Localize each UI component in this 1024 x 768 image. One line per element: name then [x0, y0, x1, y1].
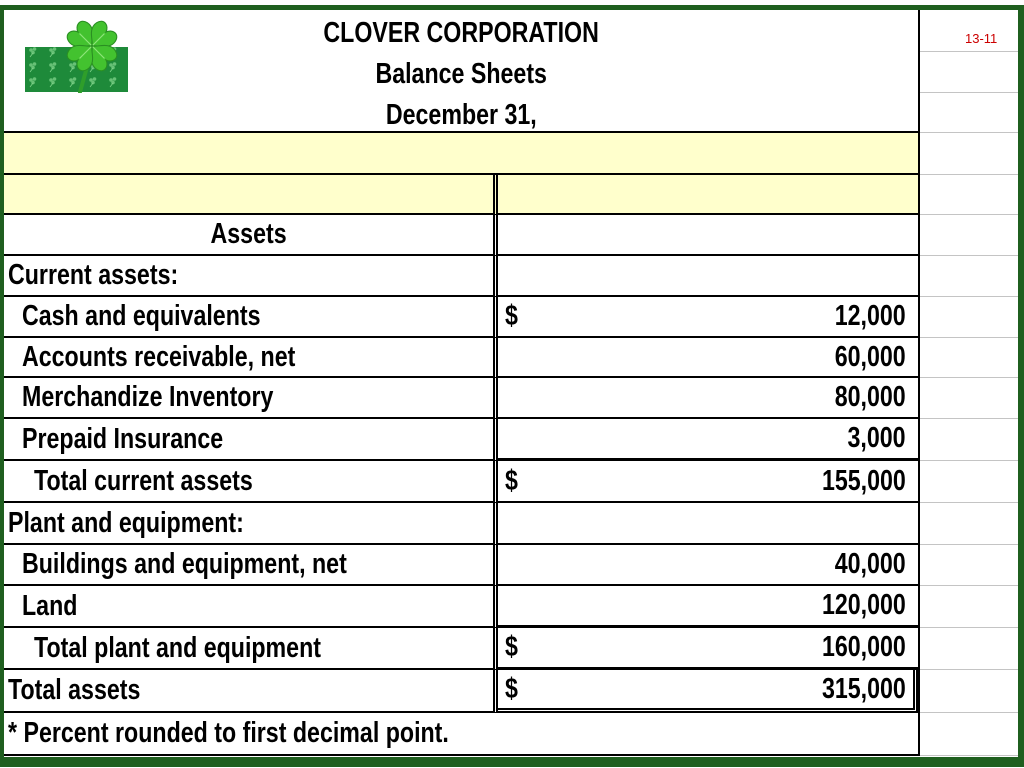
currency-symbol: $	[505, 300, 518, 332]
amount-cell	[498, 297, 918, 338]
label-cell	[4, 256, 498, 297]
amount-cell	[498, 256, 918, 297]
label-cell	[4, 670, 498, 713]
row-label: Cash and equivalents	[22, 300, 261, 332]
label-cell	[4, 338, 498, 378]
row-amount: 120,000	[822, 589, 906, 621]
row-amount: 12,000	[835, 300, 906, 332]
row-label: Total plant and equipment	[34, 631, 321, 664]
row-label: Merchandize Inventory	[22, 381, 274, 413]
row-label: Plant and equipment:	[8, 506, 244, 539]
side-cell	[920, 713, 1018, 756]
side-cell	[920, 586, 1018, 628]
side-cell	[920, 503, 1018, 545]
subtotal-row	[4, 628, 918, 670]
section-heading-cell	[4, 215, 498, 256]
label-cell	[4, 545, 498, 586]
column-header-row	[4, 175, 918, 215]
amount-header-cell	[498, 175, 918, 215]
company-name: CLOVER CORPORATION	[323, 17, 599, 49]
section-heading-row	[4, 215, 918, 256]
amount-cell	[498, 586, 918, 628]
label-cell	[4, 419, 498, 461]
row-label: Buildings and equipment, net	[22, 548, 347, 580]
side-cell	[920, 628, 1018, 670]
footnote: * Percent rounded to first decimal point.	[8, 717, 449, 749]
amount-cell	[498, 503, 918, 545]
side-cell	[920, 670, 1018, 713]
total-row	[4, 670, 918, 713]
table-row	[4, 503, 918, 545]
total-amount: 315,000	[822, 672, 906, 705]
label-header-cell	[4, 175, 498, 215]
slide-number: 13-11	[965, 31, 998, 46]
table-row	[4, 586, 918, 628]
side-cell	[920, 133, 1018, 175]
amount-cell	[498, 378, 918, 419]
row-label: Land	[22, 589, 78, 622]
row-amount: 40,000	[835, 548, 906, 580]
balance-sheet-table	[4, 133, 918, 756]
row-label: Current assets:	[8, 259, 179, 291]
statement-header	[4, 10, 918, 133]
table-row	[4, 419, 918, 461]
amount-cell	[498, 628, 918, 670]
table-row	[4, 297, 918, 338]
side-cell	[920, 545, 1018, 586]
label-cell	[4, 628, 498, 670]
side-cell	[920, 93, 1018, 133]
subtotal-row	[4, 461, 918, 503]
statement-date: December 31,	[385, 99, 537, 131]
row-label: Total assets	[8, 674, 141, 706]
row-amount: 160,000	[822, 631, 906, 663]
row-amount: 155,000	[822, 464, 906, 497]
highlight-band-row	[4, 133, 918, 175]
side-cell	[920, 10, 1018, 52]
amount-cell	[498, 545, 918, 586]
company-name-line	[4, 13, 918, 54]
row-amount: 80,000	[835, 381, 906, 413]
row-label: Total current assets	[34, 464, 253, 497]
side-cell	[920, 419, 1018, 461]
statement-date-line	[4, 95, 918, 136]
side-cell	[920, 256, 1018, 297]
row-amount: 60,000	[835, 340, 906, 373]
side-cell	[920, 215, 1018, 256]
highlight-band	[4, 133, 918, 175]
side-cell	[920, 175, 1018, 215]
label-cell	[4, 461, 498, 503]
currency-symbol: $	[505, 464, 518, 497]
side-grid-column	[918, 10, 1018, 756]
side-cell	[920, 461, 1018, 503]
side-cell	[920, 52, 1018, 93]
row-amount: 3,000	[847, 422, 906, 454]
row-label: Prepaid Insurance	[22, 422, 224, 455]
amount-cell	[498, 419, 918, 461]
amount-cell	[498, 338, 918, 378]
footnote-row	[4, 713, 918, 756]
currency-symbol: $	[505, 672, 518, 705]
table-row	[4, 256, 918, 297]
side-cell	[920, 378, 1018, 419]
section-heading: Assets	[210, 218, 287, 250]
statement-title-line	[4, 54, 918, 95]
table-row	[4, 378, 918, 419]
footnote-cell	[4, 713, 918, 756]
label-cell	[4, 503, 498, 545]
total-amount-cell	[498, 670, 918, 713]
amount-cell	[498, 215, 918, 256]
label-cell	[4, 378, 498, 419]
label-cell	[4, 586, 498, 628]
table-row	[4, 545, 918, 586]
statement-title: Balance Sheets	[375, 58, 547, 90]
side-cell	[920, 297, 1018, 338]
table-row	[4, 338, 918, 378]
currency-symbol: $	[505, 631, 518, 663]
side-cell	[920, 338, 1018, 378]
row-label: Accounts receivable, net	[22, 340, 296, 373]
label-cell	[4, 297, 498, 338]
amount-cell	[498, 461, 918, 503]
